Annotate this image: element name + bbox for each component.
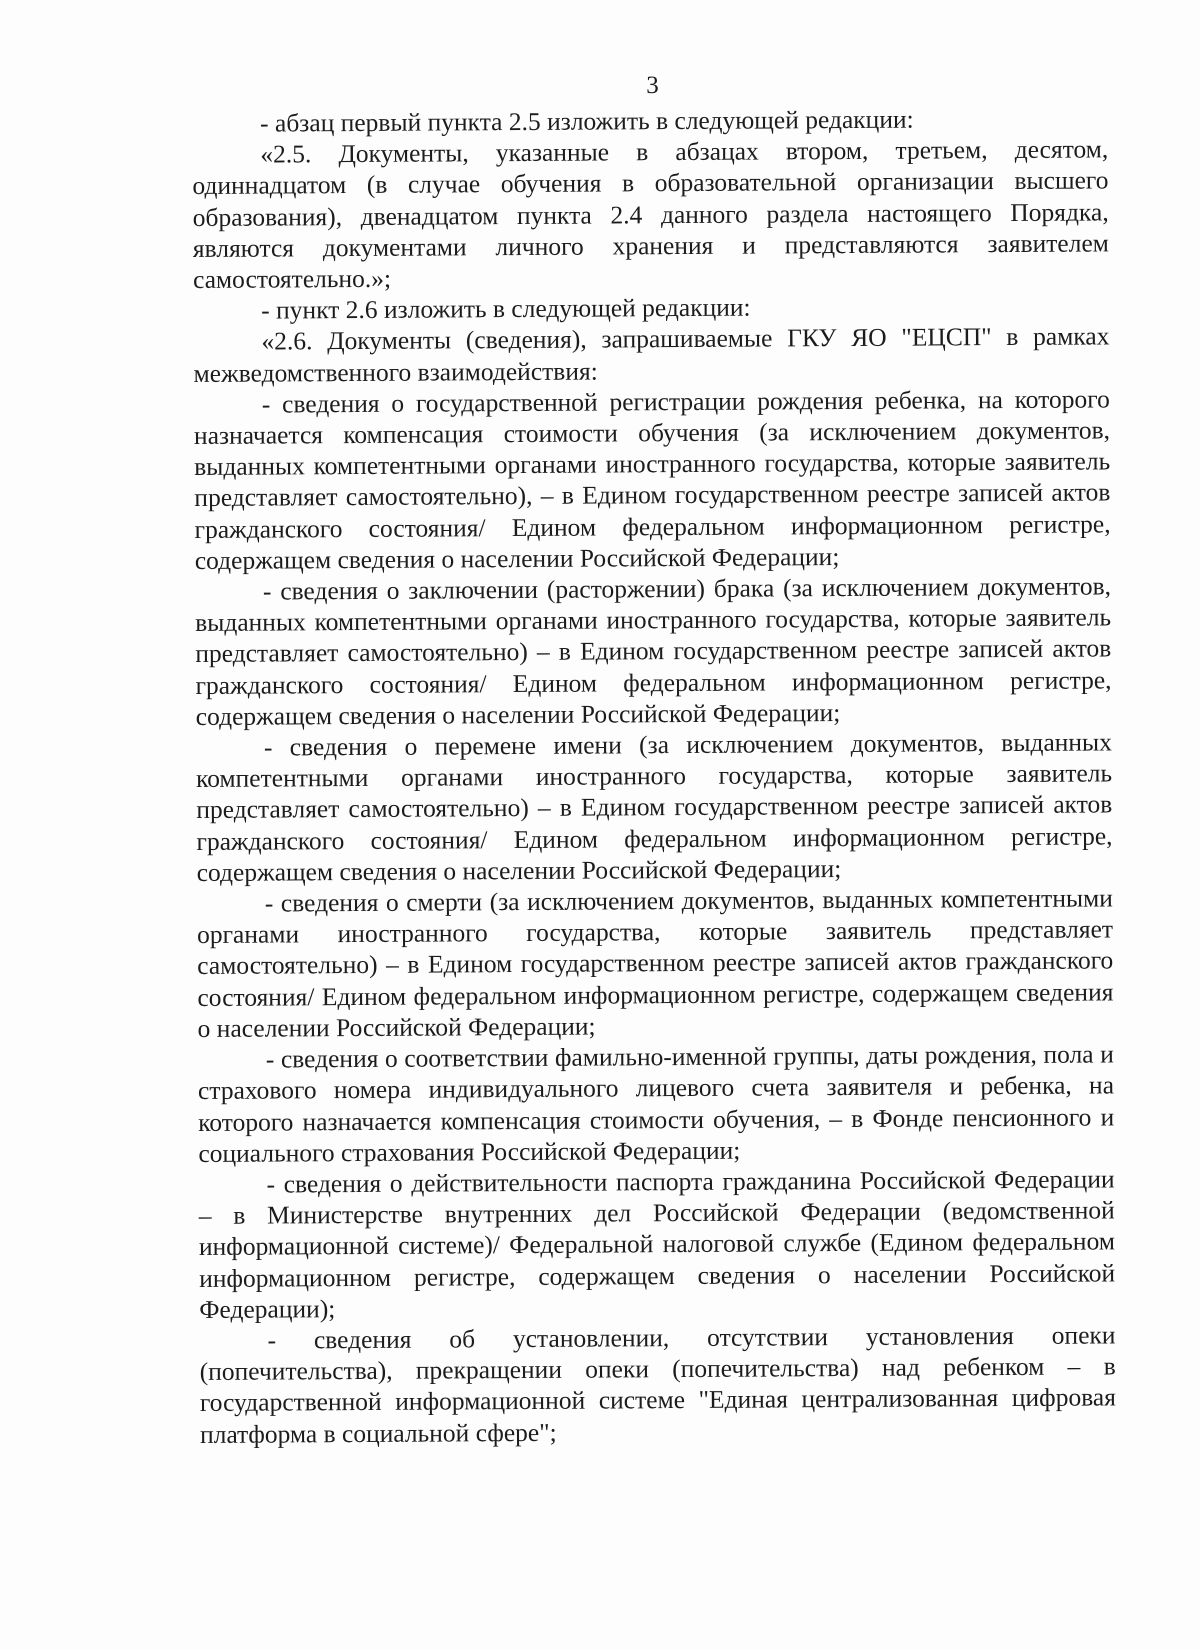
paragraph: - сведения о заключении (расторжении) брака (за исключением документов, выданных компетентными органами иностранного государства, которые заявитель представляет самостоятельно) – в Едином государственном реестре записей актов гражданского состояния/ Едином федеральном информационном регистре, содержащем сведения о населении Российской Федерации; [195,571,1112,731]
paragraph: - пункт 2.6 изложить в следующей редакции: [261,292,751,325]
paragraph: - сведения о государственной регистрации рождения ребенка, на которого назначается компенсация стоимости обучения (за исключением документов, выданных компетентными органами иностранного государства, которые заявитель представляет самостоятельно), – в Едином государственном реестре записей актов гражданского состояния/ Едином федеральном информационном регистре, содержащем сведения о населении Российской Федерации; [193,384,1111,575]
page-number: 3 [646,72,659,99]
paragraph: - сведения об установлении, отсутствии установления опеки (попечительства), прекращении опеки (попечительства) над ребенком – в государственной информационной системе "Единая централизованная цифровая платформа в социальной сфере"; [199,1320,1116,1449]
paragraph: - сведения о действительности паспорта гражданина Российской Федерации – в Министерстве внутренних дел Российской Федерации (ведомственной информационной системе)/ Федеральной налоговой службе (Едином федеральном информационном регистре, содержащем сведения о населении Российской Федерации); [198,1164,1116,1324]
document-body [192,102,1116,1449]
paragraph: «2.6. Документы (сведения), запрашиваемые ГКУ ЯО "ЕЦСП" в рамках межведомственного взаимодействия: [193,321,1110,388]
paragraph: - абзац первый пункта 2.5 изложить в следующей редакции: [260,104,914,138]
paragraph: - сведения о смерти (за исключением документов, выданных компетентными органами иностранного государства, которые заявитель представляет самостоятельно) – в Едином государственном реестре записей актов гражданского состояния/ Едином федеральном информационном регистре, содержащем сведения о населении Российской Федерации; [196,883,1114,1043]
paragraph: «2.5. Документы, указанные в абзацах втором, третьем, десятом, одиннадцатом (в случае обучения в образовательной организации высшего образования), двенадцатом пункта 2.4 данного раздела настоящего Порядка, являются документами личного хранения и представляются заявителем самостоятельно.»; [192,134,1109,295]
paragraph: - сведения о перемене имени (за исключением документов, выданных компетентными органами иностранного государства, которые заявитель представляет самостоятельно) – в Едином государственном реестре записей актов гражданского состояния/ Едином федеральном информационном регистре, содержащем сведения о населении Российской Федерации; [196,727,1113,887]
paragraph: - сведения о соответствии фамильно-именной группы, даты рождения, пола и страхового номера индивидуального лицевого счета заявителя и ребенка, на которого назначается компенсация стоимости обучения, – в Фонде пенсионного и социального страхования Российской Федерации; [197,1039,1115,1168]
